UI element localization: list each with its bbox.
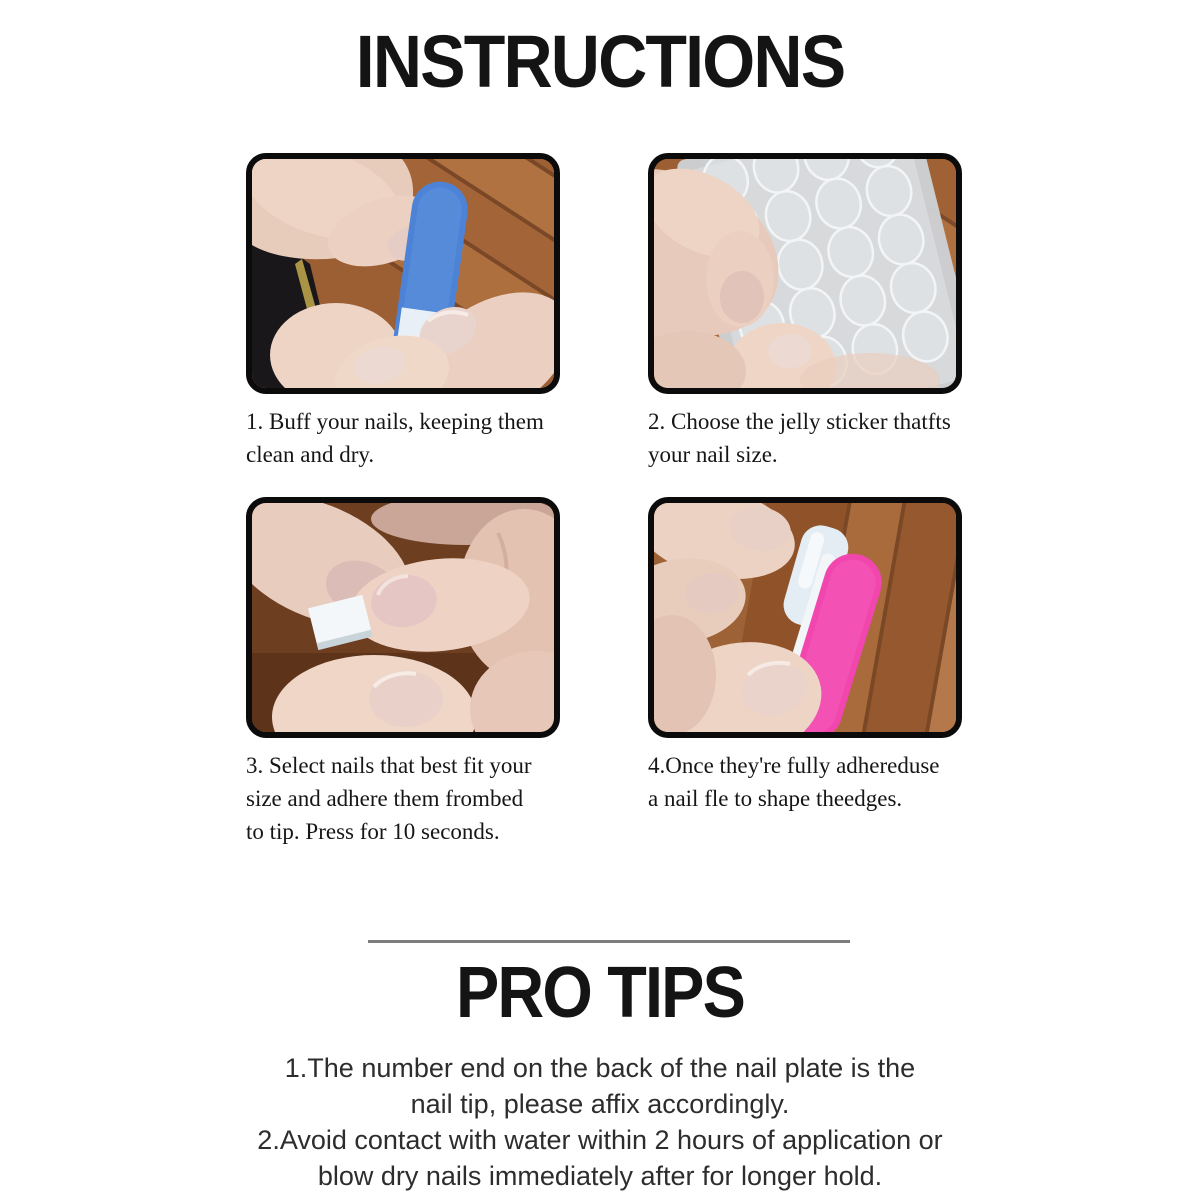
jelly-sticker-illustration [654,159,956,388]
shape-edges-illustration [654,503,956,732]
caption-line: a nail fle to shape theedges. [648,786,903,811]
pro-tips-heading: PRO TIPS [455,953,745,1033]
photo-apply-nail-tip [246,497,560,738]
section-divider [368,940,850,943]
caption-line: 4.Once they're fully adhereduse [648,753,940,778]
caption-line: your nail size. [648,442,778,467]
photo-buff-nails [246,153,560,394]
step-4 [648,497,962,815]
caption-line: size and adhere them frombed [246,786,524,811]
tip-line: 2.Avoid contact with water within 2 hours of application or [257,1125,943,1155]
step-2-caption [648,405,962,471]
caption-line: clean and dry. [246,442,375,467]
step-4-caption [648,749,962,815]
tip-line: blow dry nails immediately after for longer hold. [317,1161,883,1191]
caption-line: 1. Buff your nails, keeping them [246,409,544,434]
photo-jelly-sticker [648,153,962,394]
tip-line: 1.The number end on the back of the nail plate is the [284,1053,916,1083]
buff-nails-illustration [252,159,554,388]
caption-line: to tip. Press for 10 seconds. [246,819,500,844]
caption-line: 3. Select nails that best fit your [246,753,532,778]
step-1 [246,153,560,471]
photo-shape-edges [648,497,962,738]
page-title: INSTRUCTIONS [355,20,845,103]
step-3 [246,497,560,848]
pro-tips-list [0,1050,1200,1194]
apply-nail-illustration [252,503,554,732]
tip-line: nail tip, please affix accordingly. [410,1089,790,1119]
step-3-caption [246,749,560,848]
step-2 [648,153,962,471]
caption-line: 2. Choose the jelly sticker thatfts [648,409,951,434]
step-1-caption [246,405,560,471]
